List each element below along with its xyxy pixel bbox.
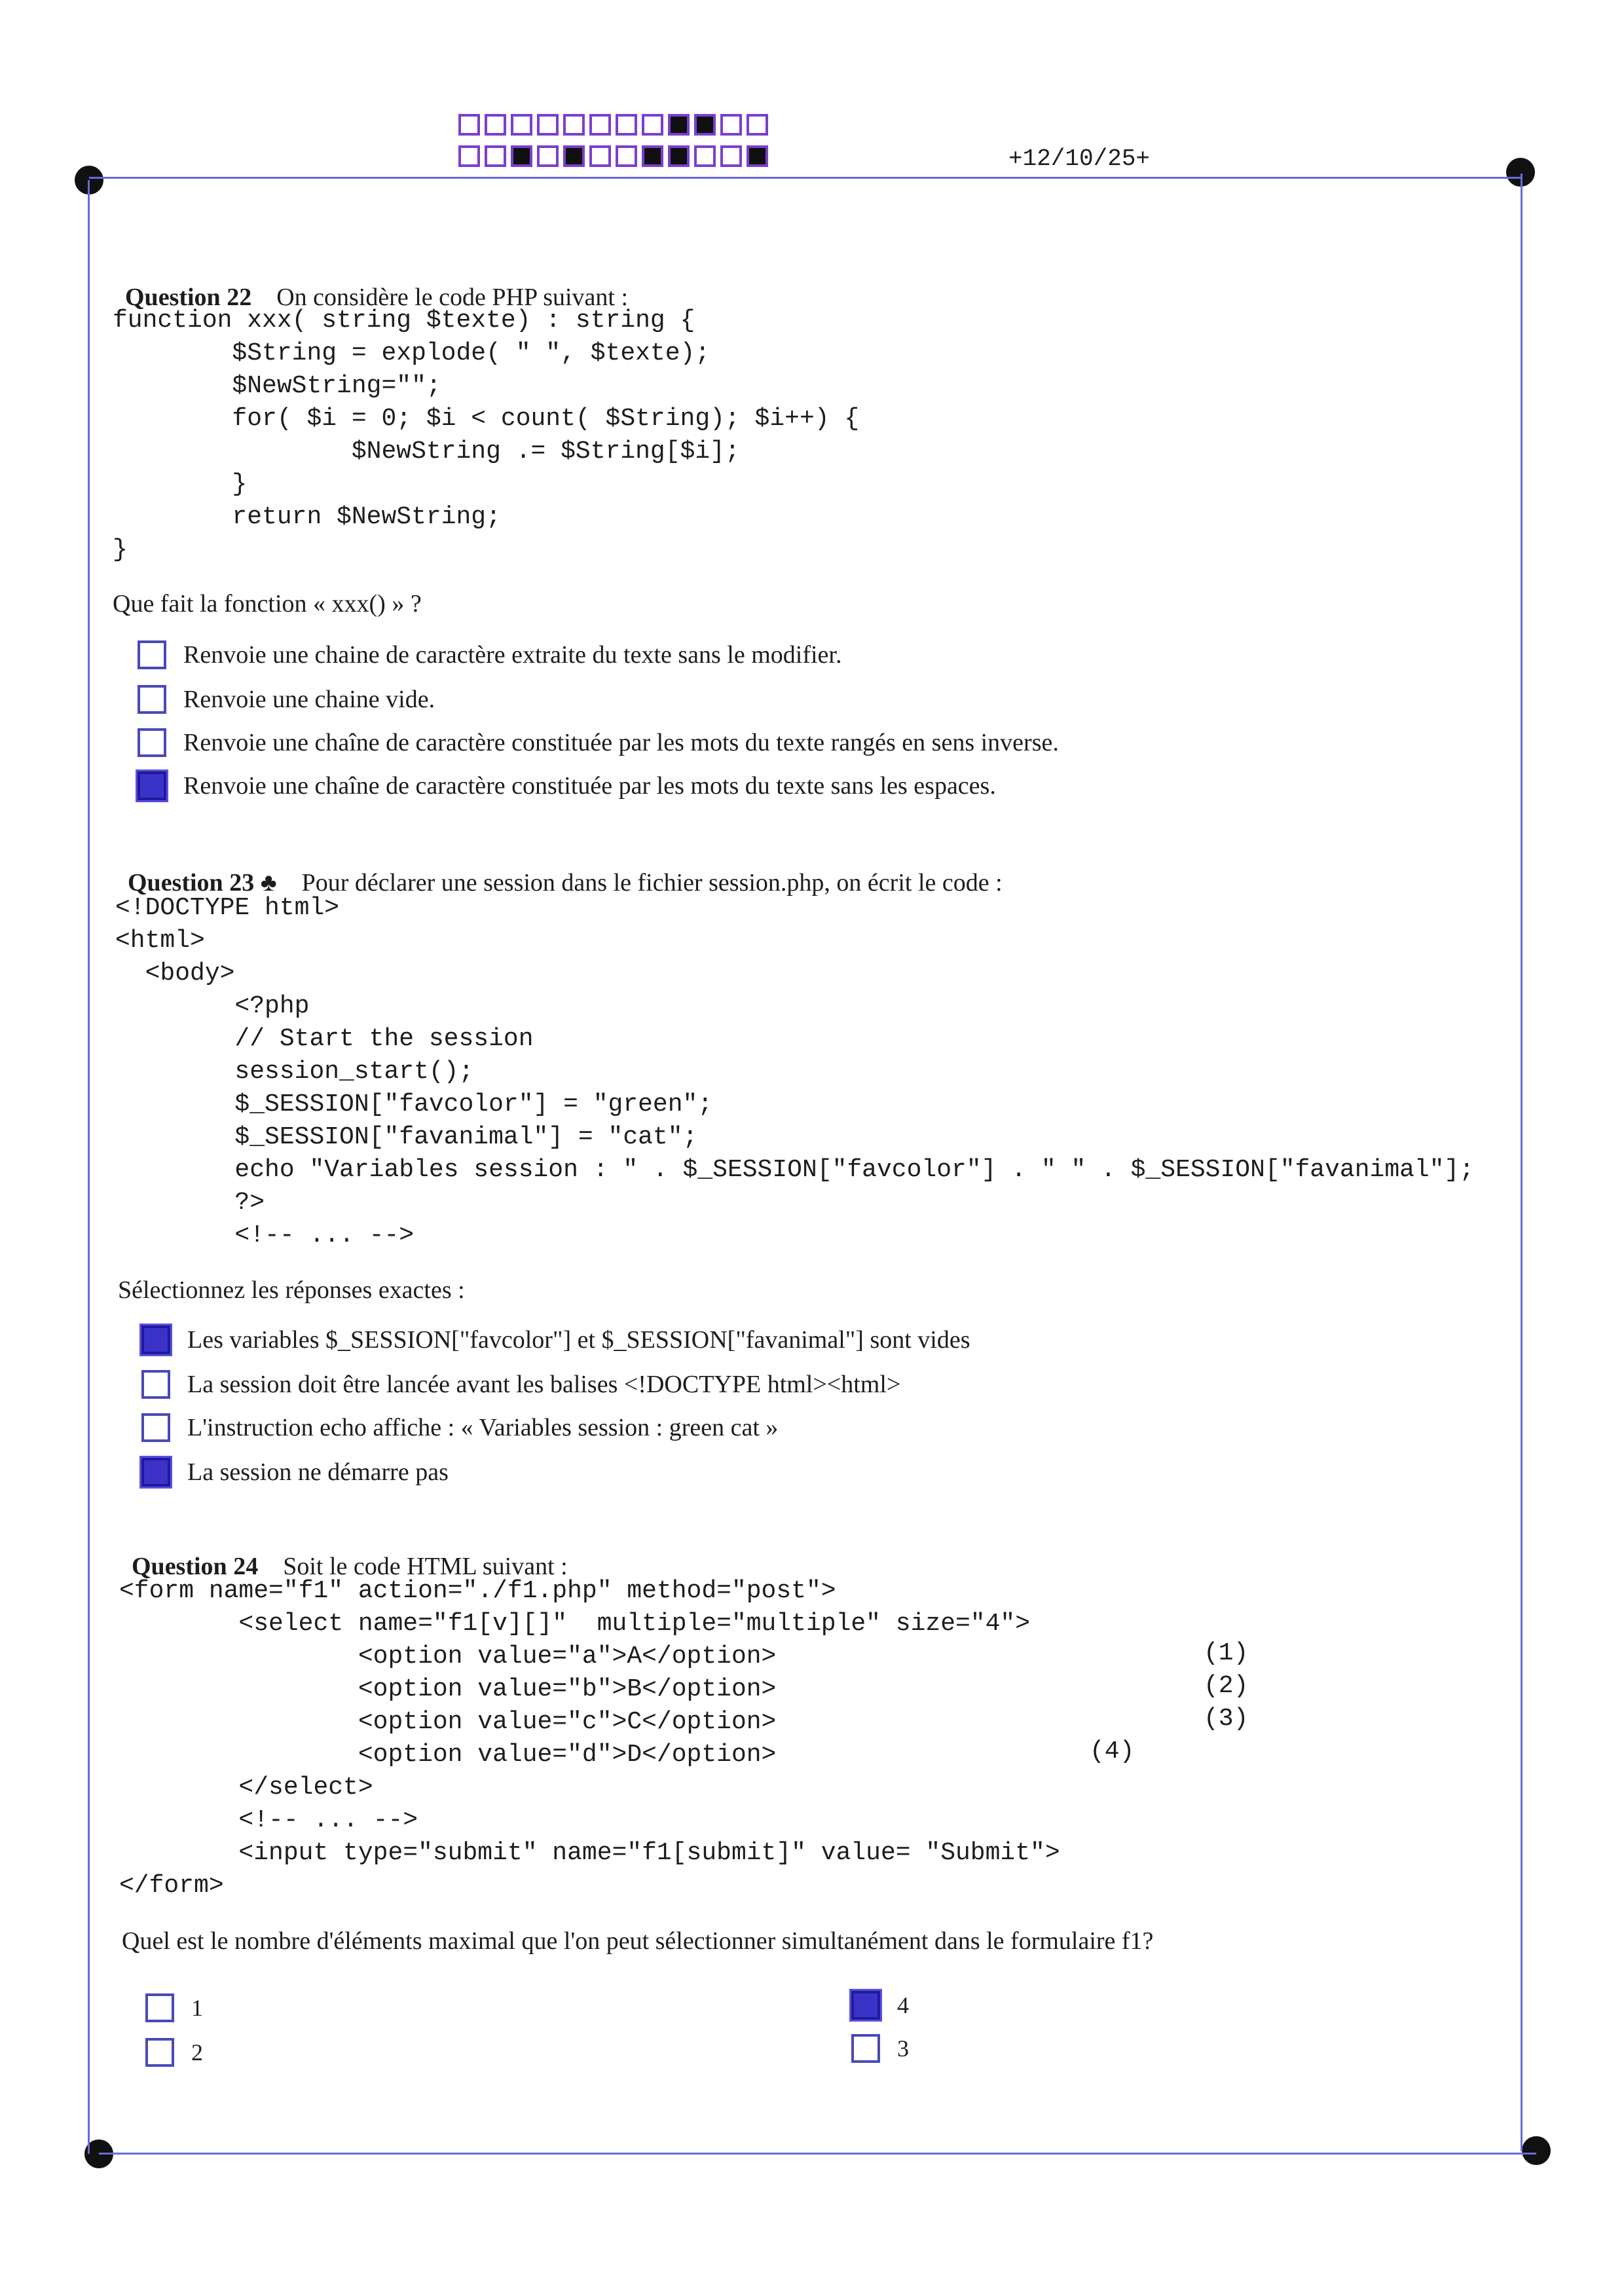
question-24-code: <form name="f1" action="./f1.php" method="post"> <select name="f1[v][]" multiple="multiple" size="4"> <option value="a">A</option> <option value="b">B</option> <option value="c">C</option> <option value="d">D</option> </select> <!-- ... --> <input type="submit" name="f1[submit]" value= "Submit"> </form> (119, 1577, 1060, 1900)
id-grid-cell (720, 145, 742, 167)
id-grid-cell (563, 145, 585, 167)
page-code: +12/10/25+ (1008, 145, 1151, 172)
id-grid-cell (720, 114, 742, 136)
answer-checkbox[interactable] (141, 1458, 170, 1487)
answer-checkbox[interactable] (138, 685, 166, 714)
id-grid-row-1 (458, 114, 773, 136)
id-grid-cell (537, 145, 559, 167)
id-grid-cell (589, 114, 611, 136)
id-grid-cell (616, 114, 637, 136)
option-marker-4: (4) (1090, 1737, 1135, 1766)
id-grid-cell (485, 114, 506, 136)
question-label: Question 23 ♣ (128, 869, 277, 897)
answer-checkbox[interactable] (141, 1370, 170, 1399)
answer-option-label: Renvoie une chaîne de caractère constituée par les mots du texte rangés en sens inverse. (183, 729, 1059, 756)
answer-option-label: Renvoie une chaine de caractère extraite du texte sans le modifier. (183, 641, 842, 669)
answer-option[interactable] (145, 1993, 203, 2022)
frame-top (89, 177, 1521, 179)
id-grid-cell (589, 145, 611, 167)
question-label: Question 22 (125, 284, 252, 311)
answer-option[interactable] (138, 728, 1059, 757)
answer-checkbox[interactable] (851, 1991, 880, 2020)
answer-option[interactable] (851, 1991, 909, 2020)
answer-checkbox[interactable] (145, 2038, 174, 2067)
question-22-heading (113, 254, 628, 312)
id-grid-cell (642, 114, 663, 136)
answer-checkbox[interactable] (138, 771, 166, 800)
question-prompt: On considère le code PHP suivant : (276, 284, 629, 311)
answer-option-label: La session ne démarre pas (187, 1458, 449, 1486)
id-grid-cell (642, 145, 663, 167)
answer-checkbox[interactable] (138, 728, 166, 757)
frame-right (1521, 174, 1522, 2151)
id-grid-cell (668, 114, 690, 136)
answer-option[interactable] (138, 685, 435, 714)
corner-marker-bottom-right (1522, 2136, 1551, 2165)
answer-checkbox[interactable] (141, 1325, 170, 1354)
question-23-code: <!DOCTYPE html> <html> <body> <?php // Start the session session_start(); $_SESSION["favcolor"] = "green"; $_SESSION["favanimal"] = "cat"; echo "Variables session : " . $_SESSION["favcolor"] . " " . $_SESSION["favanimal"]; ?> <!-- ... --> (115, 894, 1475, 1250)
question-22-code: function xxx( string $texte) : string { $String = explode( " ", $texte); $NewString=""; for( $i = 0; $i < count( $String); $i++) { $NewString .= $String[$i]; } return $NewString; } (113, 306, 860, 564)
id-grid-cell (485, 145, 506, 167)
answer-checkbox[interactable] (138, 640, 166, 669)
question-24-text: Quel est le nombre d'éléments maximal que l'on peut sélectionner simultanément dans le formulaire f1? (122, 1927, 1154, 1955)
answer-option-label: 3 (897, 2035, 909, 2062)
id-grid-cell (694, 114, 716, 136)
question-prompt: Soit le code HTML suivant : (283, 1553, 568, 1580)
answer-option[interactable] (138, 771, 996, 800)
answer-option[interactable] (141, 1458, 449, 1487)
answer-option-label: 2 (191, 2039, 203, 2065)
answer-option-label: Les variables $_SESSION["favcolor"] et $_SESSION["favanimal"] sont vides (187, 1326, 970, 1354)
id-grid-cell (668, 145, 690, 167)
id-grid-cell (747, 114, 768, 136)
answer-checkbox[interactable] (141, 1413, 170, 1442)
id-grid-cell (511, 114, 532, 136)
id-grid-cell (537, 114, 559, 136)
question-label: Question 24 (132, 1553, 259, 1580)
answer-option-label: La session doit être lancée avant les balises <!DOCTYPE html><html> (187, 1371, 901, 1398)
frame-left (88, 180, 90, 2154)
answer-option-label: Renvoie une chaîne de caractère constituée par les mots du texte sans les espaces. (183, 772, 996, 800)
option-marker-1: (1) (1204, 1639, 1249, 1667)
answer-option[interactable] (851, 2034, 909, 2063)
question-22-text: Que fait la fonction « xxx() » ? (113, 590, 422, 618)
answer-option-label: Renvoie une chaine vide. (183, 686, 435, 713)
option-marker-2: (2) (1204, 1672, 1249, 1700)
id-grid-cell (458, 145, 480, 167)
frame-bottom (99, 2153, 1536, 2155)
answer-option-label: 1 (191, 1995, 203, 2021)
answer-option[interactable] (145, 2038, 203, 2067)
question-prompt: Pour déclarer une session dans le fichier session.php, on écrit le code : (301, 869, 1003, 897)
id-grid-cell (511, 145, 532, 167)
answer-option-label: L'instruction echo affiche : « Variables session : green cat » (187, 1414, 779, 1441)
answer-option[interactable] (141, 1413, 778, 1442)
question-24-heading (119, 1523, 568, 1581)
question-23-text: Sélectionnez les réponses exactes : (118, 1276, 465, 1304)
id-grid-cell (563, 114, 585, 136)
question-23-heading (115, 840, 1003, 897)
id-grid-cell (458, 114, 480, 136)
answer-checkbox[interactable] (851, 2034, 880, 2063)
answer-option[interactable] (138, 640, 841, 669)
id-grid-row-2 (458, 145, 773, 167)
answer-option[interactable] (141, 1370, 900, 1399)
id-grid-cell (616, 145, 637, 167)
answer-option[interactable] (141, 1325, 970, 1354)
id-grid-cell (747, 145, 768, 167)
option-marker-3: (3) (1204, 1705, 1249, 1733)
id-grid-cell (694, 145, 716, 167)
answer-checkbox[interactable] (145, 1993, 174, 2022)
answer-option-label: 4 (897, 1992, 909, 2018)
